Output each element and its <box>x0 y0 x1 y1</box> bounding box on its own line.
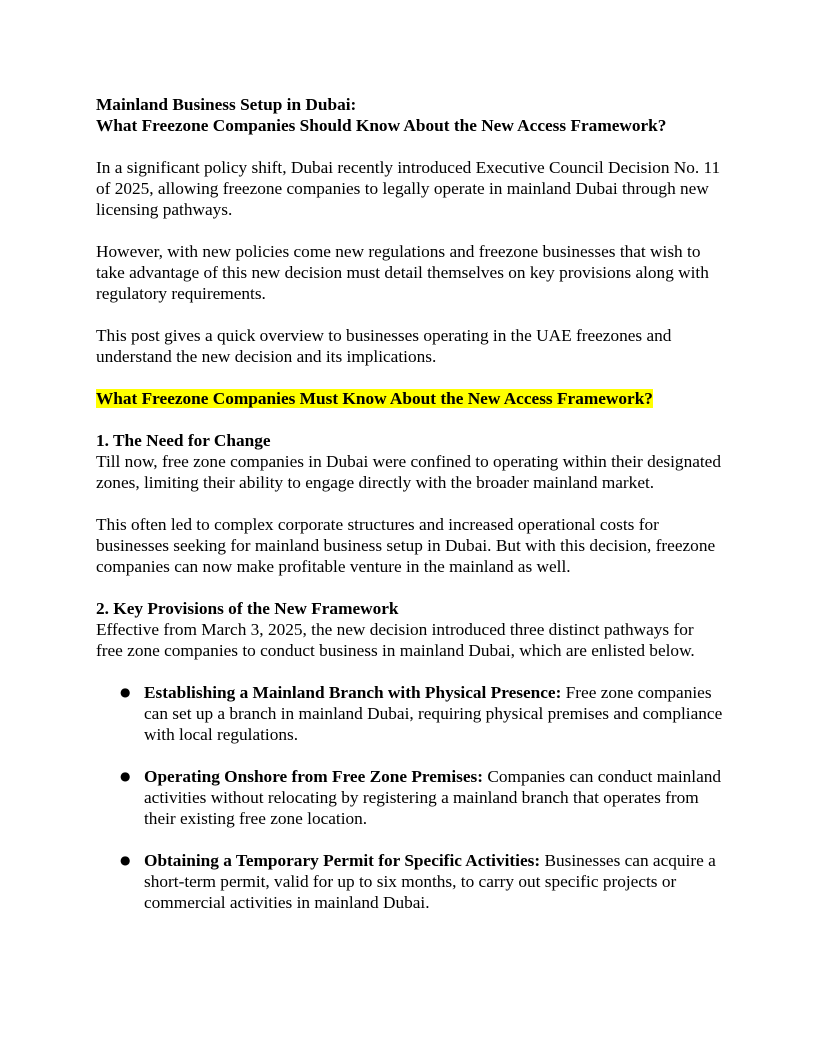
list-item <box>96 766 724 829</box>
intro-paragraph-3: This post gives a quick overview to businesses operating in the UAE freezones and understand the new decision and its implications. <box>96 326 672 366</box>
highlighted-heading: What Freezone Companies Must Know About the New Access Framework? <box>96 389 653 408</box>
list-item-text: Businesses can acquire a short-term permit, valid for up to six months, to carry out specific projects or commercial activities in mainland Dubai. <box>144 851 716 912</box>
document-page <box>96 94 724 913</box>
intro-paragraph-1: In a significant policy shift, Dubai recently introduced Executive Council Decision No. 11 of 2025, allowing freezone companies to legally operate in mainland Dubai through new licensing pathways. <box>96 158 721 219</box>
section-2-heading: 2. Key Provisions of the New Framework <box>96 599 399 618</box>
bullet-icon: ● <box>120 853 131 867</box>
section-1-heading: 1. The Need for Change <box>96 431 271 450</box>
title-line-2: What Freezone Companies Should Know About the New Access Framework? <box>96 116 667 135</box>
section-2-paragraph-1: Effective from March 3, 2025, the new decision introduced three distinct pathways for free zone companies to conduct business in mainland Dubai, which are enlisted below. <box>96 620 695 660</box>
bullet-icon: ● <box>120 769 131 783</box>
section-1-paragraph-1: Till now, free zone companies in Dubai were confined to operating within their designated zones, limiting their ability to engage directly with the broader mainland market. <box>96 452 721 492</box>
title-line-1: Mainland Business Setup in Dubai: <box>96 95 357 114</box>
section-key-provisions <box>96 598 724 913</box>
list-item-lead: Obtaining a Temporary Permit for Specific Activities: <box>144 851 541 870</box>
document-title <box>96 94 724 136</box>
section-1-paragraph-2: This often led to complex corporate structures and increased operational costs for businesses seeking for mainland business setup in Dubai. But with this decision, freezone companies can now make profitable venture in the mainland as well. <box>96 515 716 576</box>
list-item-lead: Operating Onshore from Free Zone Premises: <box>144 767 484 786</box>
bullet-icon: ● <box>120 685 131 699</box>
provisions-list <box>96 682 724 913</box>
highlighted-heading-line <box>96 388 724 409</box>
intro-paragraph-2: However, with new policies come new regulations and freezone businesses that wish to take advantage of this new decision must detail themselves on key provisions along with regulatory requirements. <box>96 242 709 303</box>
section-need-for-change <box>96 430 724 577</box>
list-item-text: Free zone companies can set up a branch in mainland Dubai, requiring physical premises and compliance with local regulations. <box>144 683 723 744</box>
list-item-text: Companies can conduct mainland activities without relocating by registering a mainland branch that operates from their existing free zone location. <box>144 767 722 828</box>
list-item-lead: Establishing a Mainland Branch with Physical Presence: <box>144 683 562 702</box>
list-item <box>96 682 724 745</box>
list-item <box>96 850 724 913</box>
